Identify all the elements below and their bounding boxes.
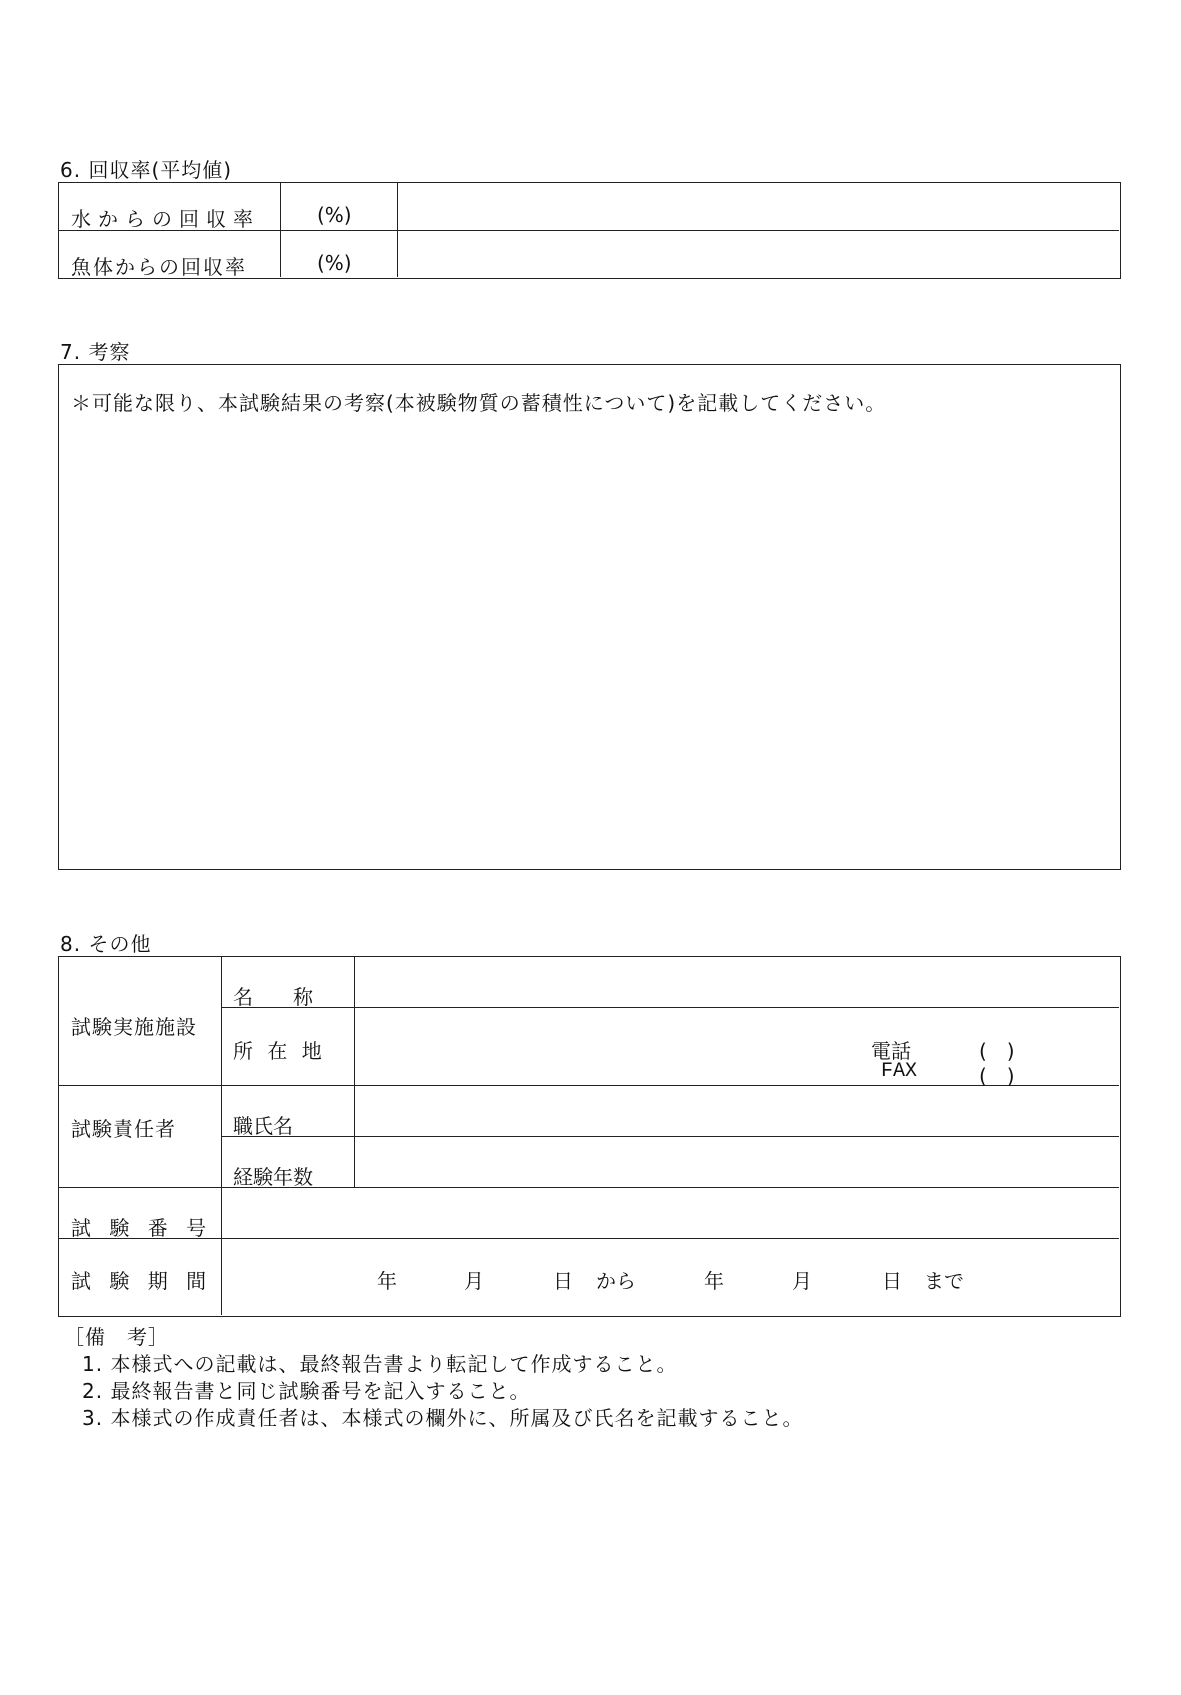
discussion-box[interactable] — [58, 364, 1121, 870]
water-recovery-unit: (%) — [317, 203, 352, 227]
position-name-field[interactable] — [359, 1090, 1109, 1132]
row-divider — [221, 1007, 1119, 1008]
period-end-day: 日 — [882, 1269, 902, 1293]
test-number-label: 試 験 番 号 — [71, 1216, 213, 1240]
fax-label: FAX — [881, 1060, 918, 1083]
remark-item: 1. 本様式への記載は、最終報告書より転記して作成すること。 — [82, 1352, 678, 1376]
test-number-field[interactable] — [229, 1192, 1109, 1234]
row-divider — [59, 1187, 1119, 1188]
section-7-title: 7. 考察 — [60, 340, 131, 364]
water-recovery-label: 水からの回収率 — [71, 207, 260, 231]
recovery-rate-table — [58, 182, 1121, 279]
facility-address-label: 所 在 地 — [233, 1039, 326, 1063]
row-divider — [59, 1238, 1119, 1239]
row-divider — [221, 1136, 1119, 1137]
phone-parens: ( ) — [979, 1039, 1015, 1063]
column-divider — [397, 183, 398, 277]
facility-label: 試験実施施設 — [71, 1015, 197, 1039]
period-end-month: 月 — [792, 1269, 812, 1293]
row-divider — [59, 1085, 1119, 1086]
section-6-title: 6. 回収率(平均値) — [60, 158, 233, 182]
period-end-year: 年 — [704, 1269, 724, 1293]
facility-name-label: 名 称 — [233, 985, 313, 1009]
phone-label: 電話 — [871, 1039, 911, 1063]
period-from: から — [596, 1269, 636, 1293]
period-start-year: 年 — [377, 1269, 397, 1293]
position-name-label: 職氏名 — [233, 1114, 293, 1138]
period-start-month: 月 — [464, 1269, 484, 1293]
facility-name-field[interactable] — [359, 961, 1109, 1003]
column-divider — [280, 183, 281, 277]
fish-recovery-unit: (%) — [317, 251, 352, 275]
period-until: まで — [924, 1269, 964, 1293]
fax-parens: ( ) — [979, 1064, 1015, 1088]
period-start-day: 日 — [553, 1269, 573, 1293]
remark-item: 3. 本様式の作成責任者は、本様式の欄外に、所属及び氏名を記載すること。 — [82, 1406, 804, 1430]
water-recovery-value[interactable] — [409, 191, 1109, 225]
remark-item: 2. 最終報告書と同じ試験番号を記入すること。 — [82, 1379, 531, 1403]
fish-recovery-label: 魚体からの回収率 — [71, 255, 247, 279]
section-8-title: 8. その他 — [60, 932, 152, 956]
experience-years-label: 経験年数 — [233, 1165, 313, 1189]
experience-years-field[interactable] — [359, 1141, 1109, 1183]
fish-recovery-value[interactable] — [409, 239, 1109, 273]
remarks-title: ［備 考］ — [64, 1325, 169, 1349]
column-divider — [354, 957, 355, 1187]
discussion-instruction: ＊可能な限り、本試験結果の考察(本被験物質の蓄積性について)を記載してください。 — [71, 391, 887, 415]
other-info-table — [58, 956, 1121, 1317]
test-period-label: 試 験 期 間 — [71, 1269, 213, 1293]
responsible-label: 試験責任者 — [71, 1117, 176, 1141]
